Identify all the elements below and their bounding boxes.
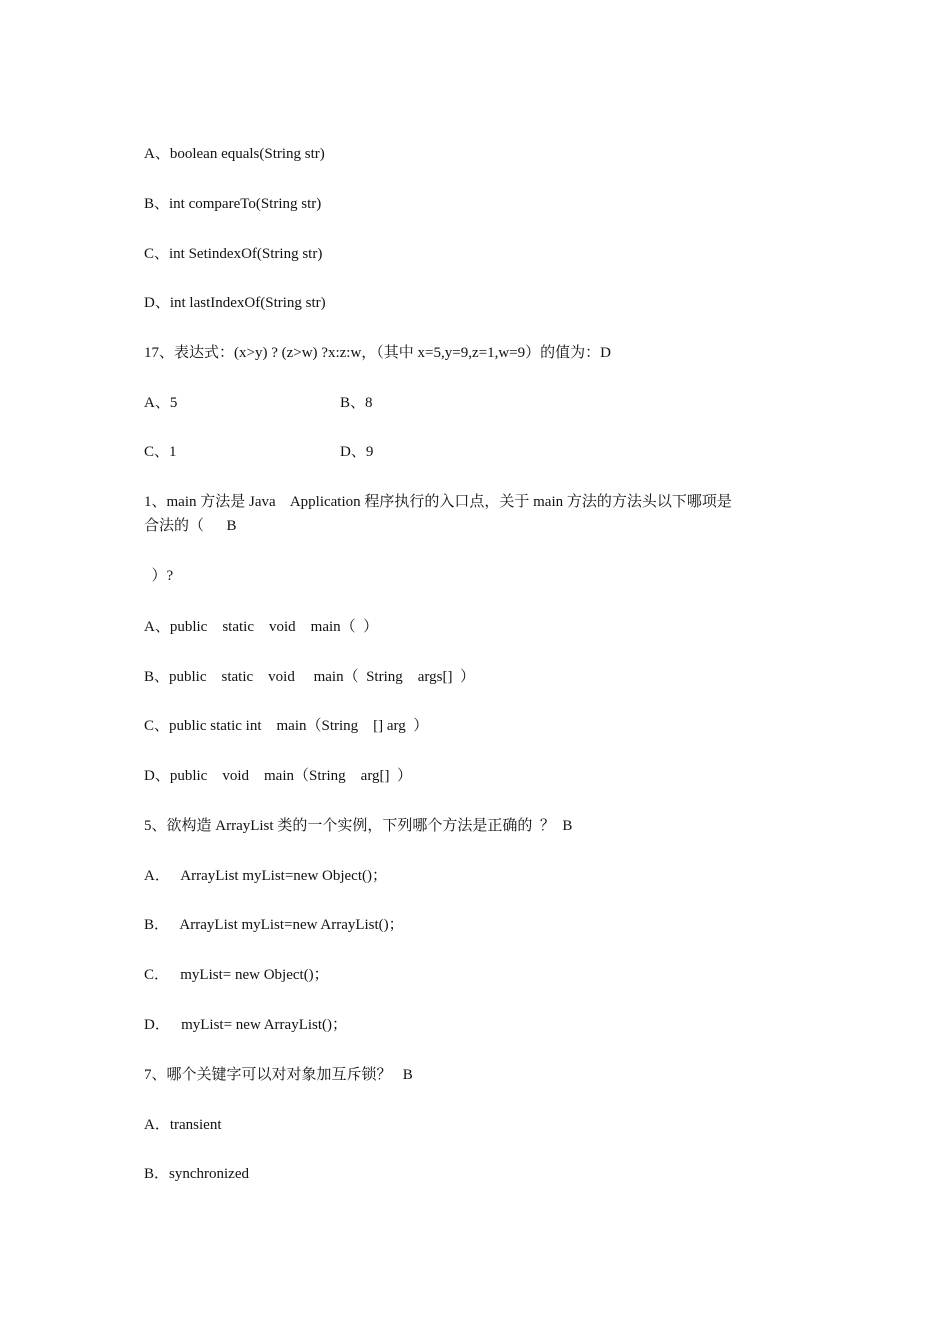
q16-option-b: B、int compareTo(String str) — [144, 196, 322, 212]
q1-option-d: D、public void main（String arg[] ） — [144, 768, 413, 784]
q7-option-b: B．synchronized — [144, 1166, 249, 1182]
q1-option-a: A、public static void main（ ） — [144, 619, 379, 635]
q16-option-c: C、int SetindexOf(String str) — [144, 246, 323, 262]
q5-stem: 5、欲构造 ArrayList 类的一个实例，下列哪个方法是正确的 ？ B — [144, 818, 573, 834]
q5-option-d: D． myList= new ArrayList()； — [144, 1017, 348, 1033]
q7-option-a: A．transient — [144, 1117, 222, 1133]
q17-option-d: D、9 — [340, 444, 374, 460]
q17-option-b: B、8 — [340, 395, 373, 411]
q16-option-a: A、boolean equals(String str) — [144, 146, 325, 162]
q17-option-c: C、1 — [144, 444, 177, 460]
q1-option-c: C、public static int main（String [] arg ） — [144, 718, 429, 734]
q7-stem: 7、哪个关键字可以对对象加互斥锁？ B — [144, 1067, 413, 1083]
q1-stem-line1: 1、main 方法是 Java Application 程序执行的入口点，关于 main 方法的方法头以下哪项是 — [144, 494, 732, 510]
q1-stem-line3: ）? — [144, 568, 174, 584]
q1-option-b: B、public static void main（ String args[] ） — [144, 669, 475, 685]
q5-option-b: B． ArrayList myList=new ArrayList()； — [144, 917, 404, 933]
q17-stem: 17、表达式：(x>y) ? (z>w) ?x:z:w，（其中 x=5,y=9,z=1,w=9）的值为：D — [144, 345, 611, 361]
q16-option-d: D、int lastIndexOf(String str) — [144, 295, 326, 311]
q17-option-a: A、5 — [144, 395, 178, 411]
q5-option-a: A． ArrayList myList=new Object()； — [144, 868, 387, 884]
q5-option-c: C． myList= new Object()； — [144, 967, 329, 983]
q1-stem-line2: 合法的（ B — [144, 518, 237, 534]
